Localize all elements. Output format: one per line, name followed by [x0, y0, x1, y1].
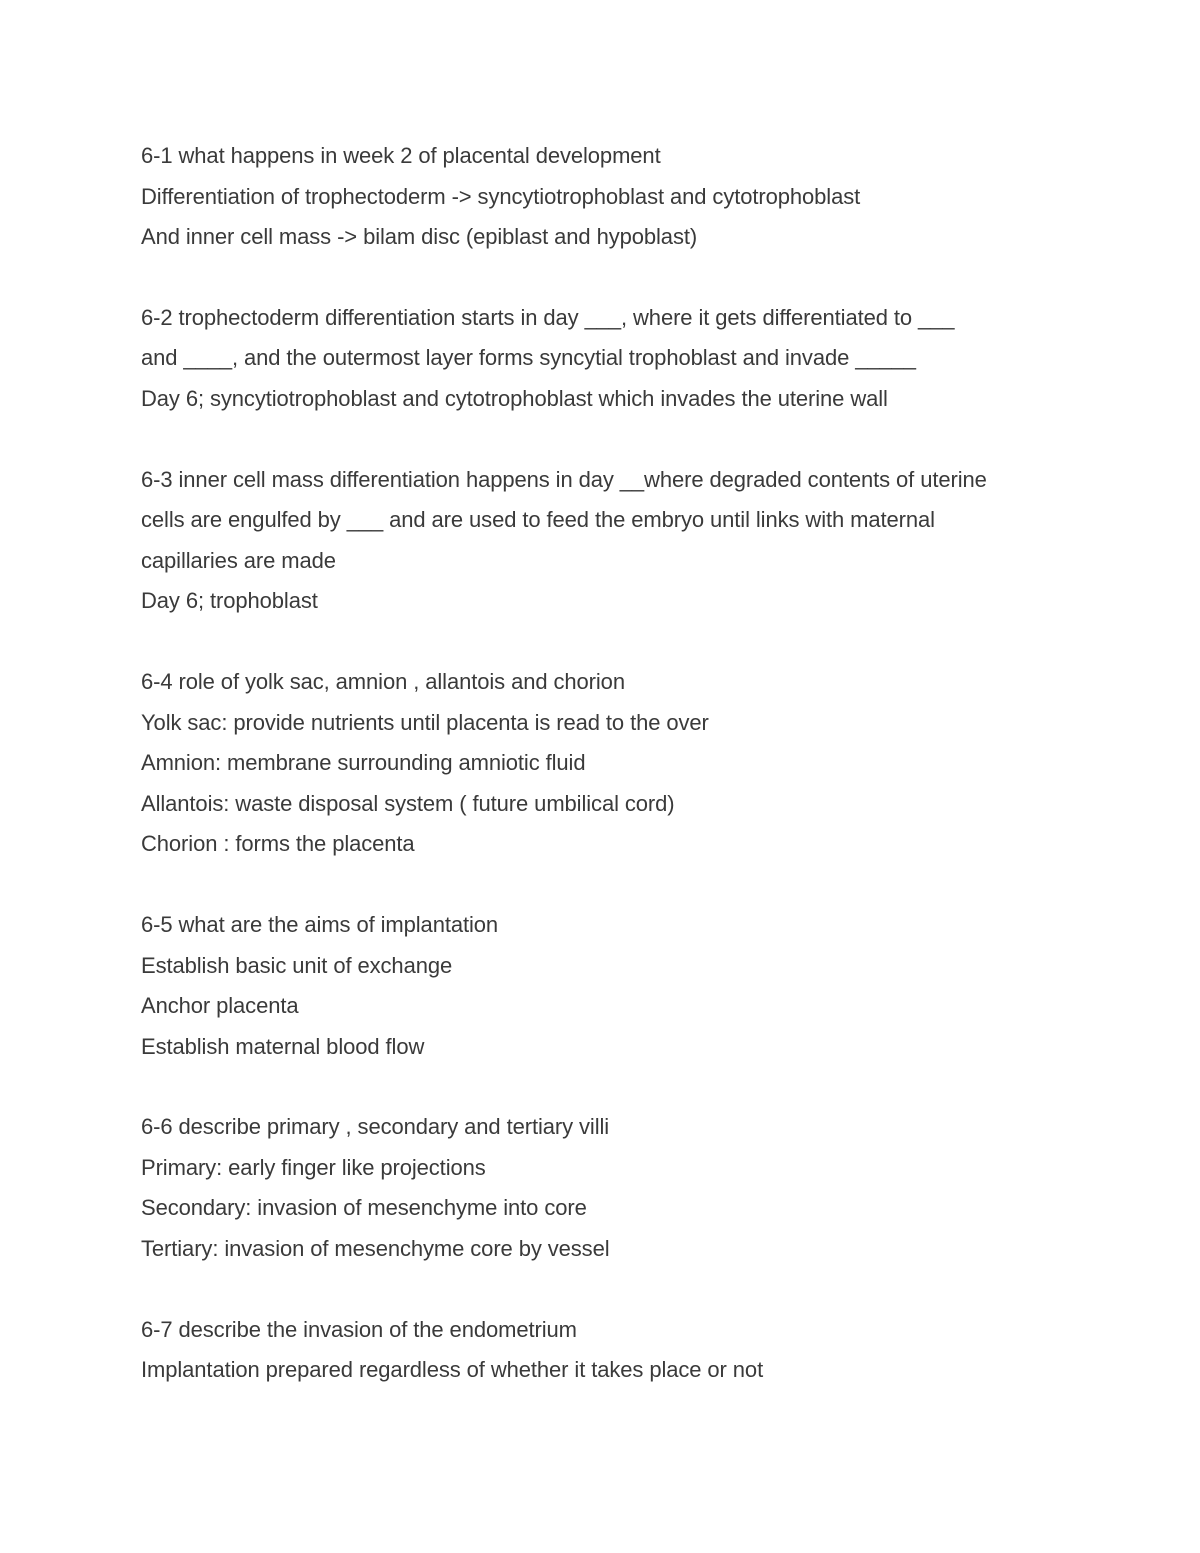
question-line: 6-5 what are the aims of implantation: [141, 911, 499, 937]
answer-line: Primary: early finger like projections: [141, 1154, 486, 1180]
qa-section-6-5: [141, 905, 1081, 1067]
qa-section-6-7: [141, 1310, 1081, 1391]
qa-section-6-4: [141, 662, 1081, 865]
answer-line: Implantation prepared regardless of whether it takes place or not: [141, 1357, 764, 1383]
answer-line: Secondary: invasion of mesenchyme into core: [141, 1195, 587, 1221]
answer-line: Day 6; syncytiotrophoblast and cytotrophoblast which invades the uterine wall: [141, 385, 888, 411]
answer-line: Day 6; trophoblast: [141, 588, 318, 614]
qa-section-6-3: [141, 460, 1081, 622]
qa-section-6-2: [141, 298, 1081, 420]
qa-section-6-1: [141, 136, 1081, 258]
answer-line: Anchor placenta: [141, 993, 299, 1019]
answer-line: Chorion : forms the placenta: [141, 831, 415, 857]
question-line: capillaries are made: [141, 547, 336, 573]
question-line: 6-1 what happens in week 2 of placental development: [141, 143, 661, 168]
answer-line: Yolk sac: provide nutrients until placenta is read to the over: [141, 709, 709, 735]
answer-line: Amnion: membrane surrounding amniotic fluid: [141, 750, 586, 776]
qa-section-6-6: [141, 1107, 1081, 1269]
question-line: 6-6 describe primary , secondary and tertiary villi: [141, 1114, 610, 1140]
answer-line: And inner cell mass -> bilam disc (epiblast and hypoblast): [141, 224, 698, 250]
answer-line: Allantois: waste disposal system ( future umbilical cord): [141, 790, 675, 816]
answer-line: Differentiation of trophectoderm -> syncytiotrophoblast and cytotrophoblast: [141, 183, 861, 209]
question-line: 6-3 inner cell mass differentiation happens in day __where degraded contents of uterine: [141, 466, 987, 492]
question-line: 6-2 trophectoderm differentiation starts in day ___, where it gets differentiated to ___: [141, 304, 955, 330]
document-body: [141, 136, 1081, 1431]
answer-line: Establish basic unit of exchange: [141, 952, 453, 978]
answer-line: Establish maternal blood flow: [141, 1033, 425, 1059]
answer-line: Tertiary: invasion of mesenchyme core by vessel: [141, 1236, 610, 1262]
question-line: cells are engulfed by ___ and are used to feed the embryo until links with maternal: [141, 507, 935, 533]
question-line: 6-7 describe the invasion of the endometrium: [141, 1316, 577, 1342]
question-line: 6-4 role of yolk sac, amnion , allantois and chorion: [141, 668, 625, 694]
question-line: and ____, and the outermost layer forms syncytial trophoblast and invade _____: [141, 345, 916, 371]
